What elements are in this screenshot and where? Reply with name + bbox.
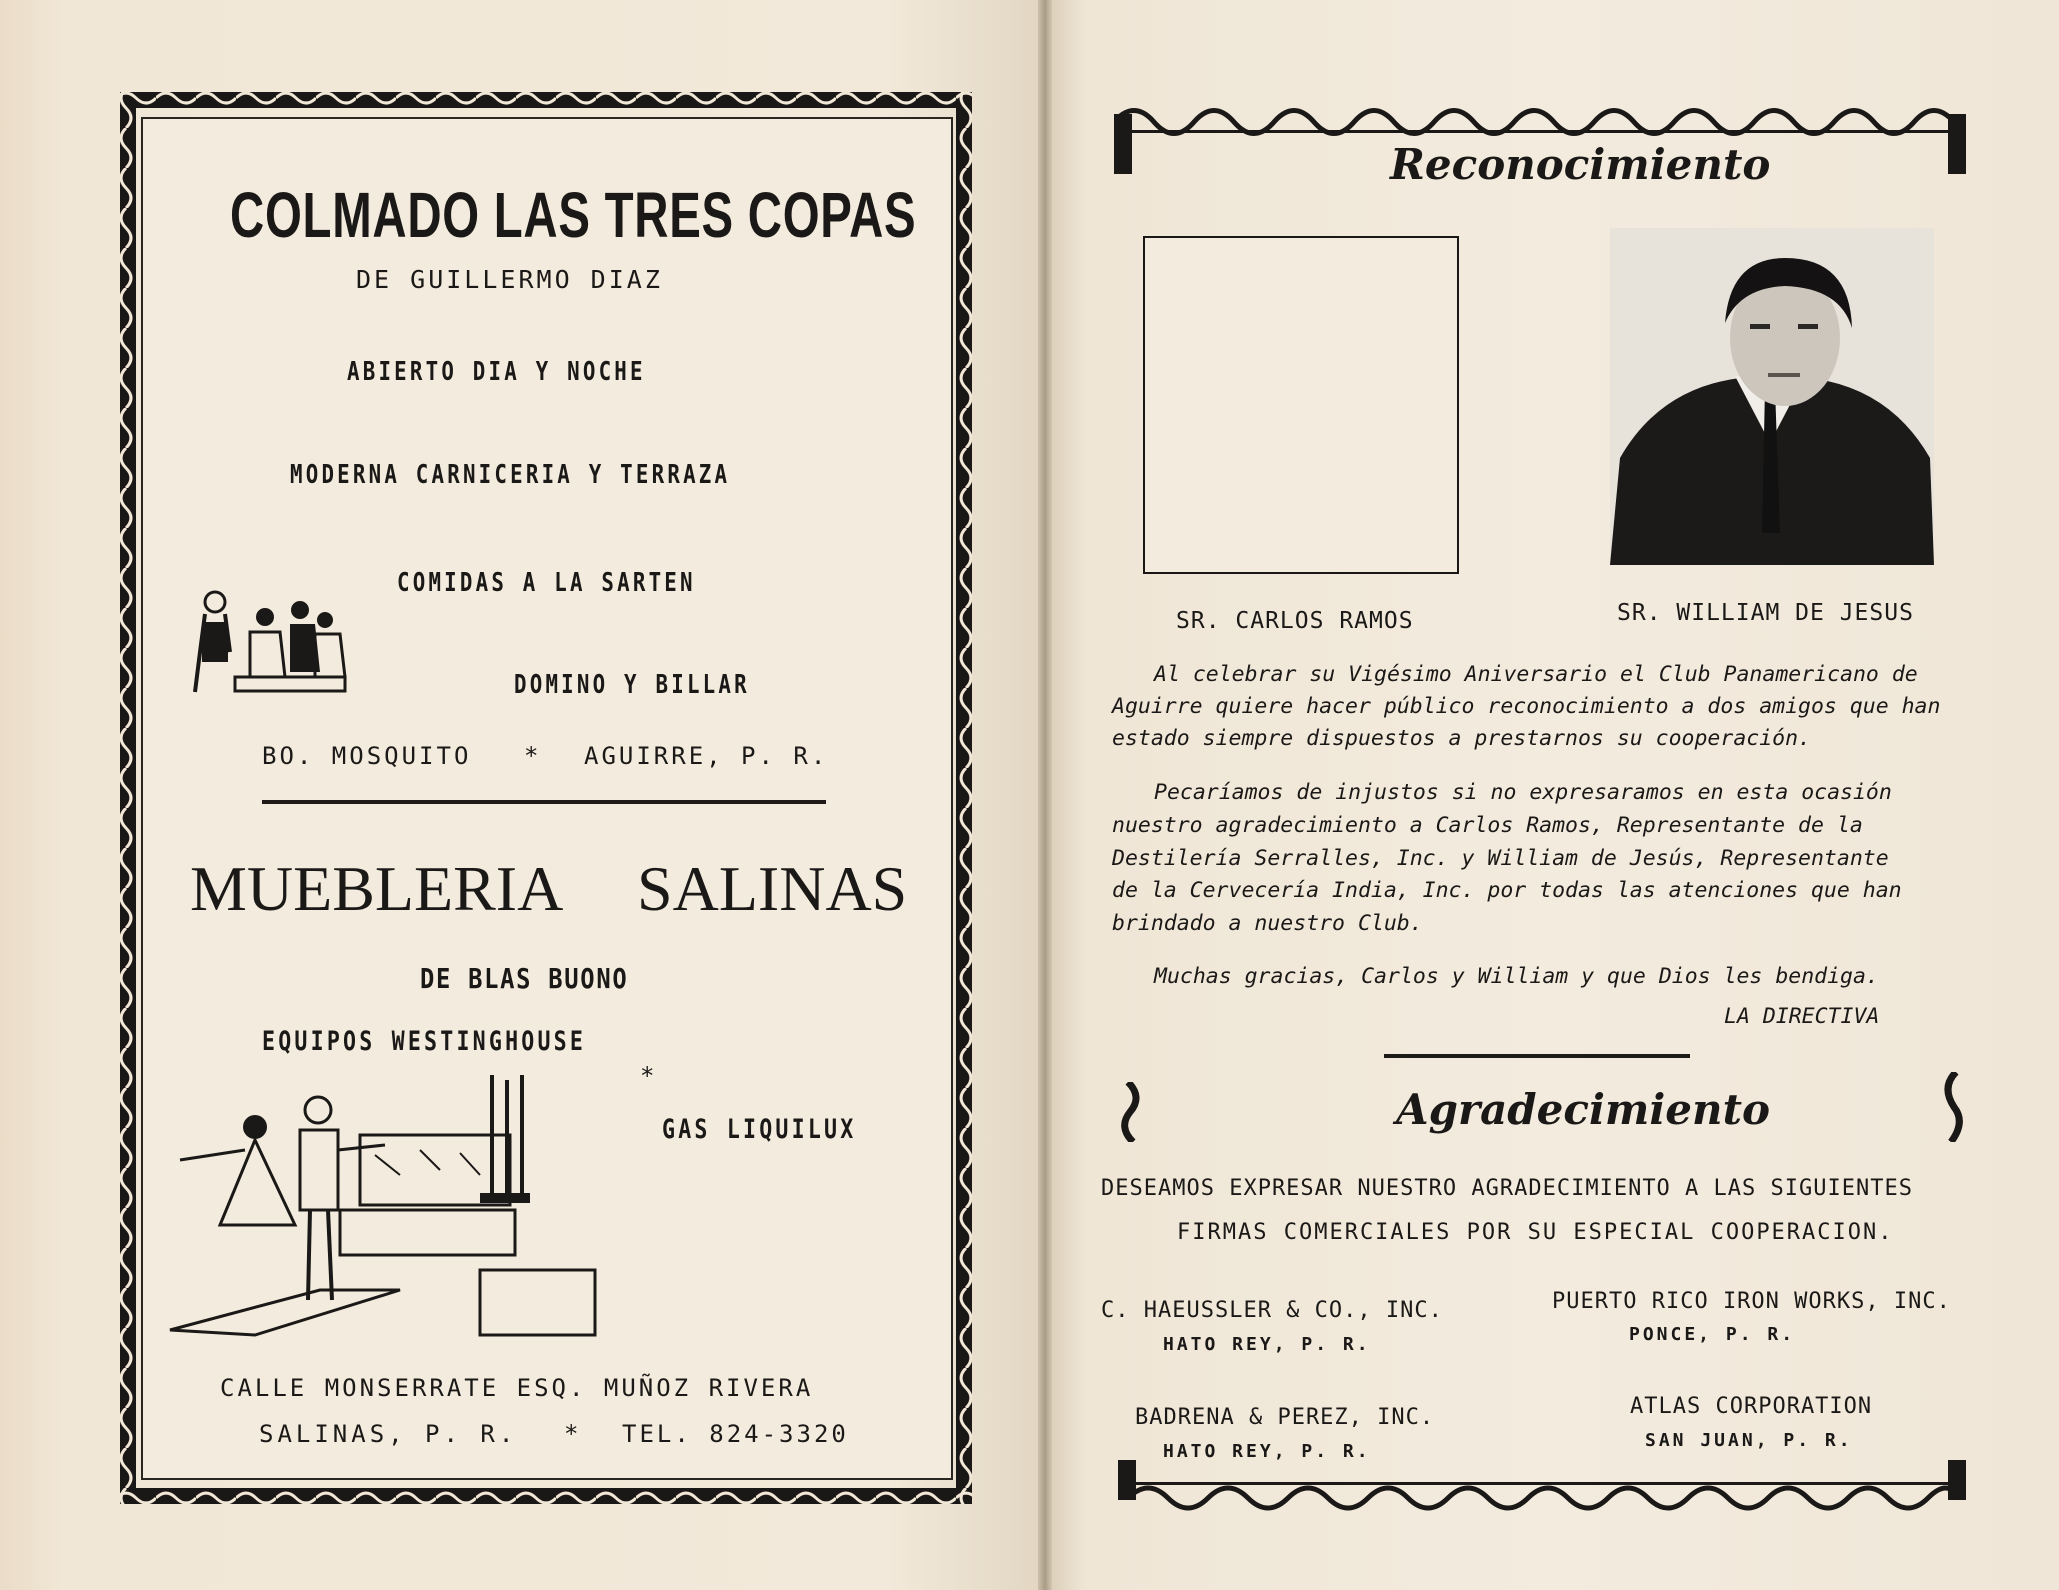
muebleria-title-left: MUEBLERIA [190, 853, 564, 924]
firm-name: ATLAS CORPORATION [1630, 1394, 1873, 1419]
paragraph-1-line-2: Aguirre quiere hacer público reconocimiento a dos amigos que han [1112, 694, 1941, 719]
muebleria-owner: DE BLAS BUONO [420, 962, 629, 995]
colmado-services: MODERNA CARNICERIA Y TERRAZA [290, 460, 731, 490]
firm-city: SAN JUAN, P. R. [1645, 1430, 1853, 1451]
firm-name: BADRENA & PEREZ, INC. [1135, 1405, 1435, 1430]
colmado-address-left: BO. MOSQUITO [262, 742, 472, 770]
colmado-hours: ABIERTO DIA Y NOCHE [347, 357, 646, 387]
kitchen-scene-illustration [190, 582, 350, 702]
agradecimiento-heading: Agradecimiento [1396, 1085, 1770, 1134]
agradecimiento-intro-line-1: DESEAMOS EXPRESAR NUESTRO AGRADECIMIENTO A LAS SIGUIENTES [1101, 1176, 1913, 1201]
paragraph-2-line-3: Destilería Serralles, Inc. y William de Jesús, Representante [1112, 846, 1889, 871]
muebleria-equipment: EQUIPOS WESTINGHOUSE [262, 1026, 587, 1057]
divider-line [262, 800, 826, 804]
agradecimiento-intro-line-2: FIRMAS COMERCIALES POR SU ESPECIAL COOPERACION. [1177, 1220, 1894, 1245]
section-divider [1384, 1054, 1690, 1058]
firm-city: HATO REY, P. R. [1163, 1441, 1371, 1462]
paragraph-2-line-4: de la Cervecería India, Inc. por todas las atenciones que han [1112, 878, 1902, 903]
muebleria-address-street: CALLE MONSERRATE ESQ. MUÑOZ RIVERA [220, 1374, 814, 1402]
muebleria-address-city: SALINAS, P. R. [259, 1420, 518, 1448]
colmado-food: COMIDAS A LA SARTEN [397, 568, 696, 598]
firm-name: C. HAEUSSLER & CO., INC. [1101, 1298, 1443, 1323]
book-gutter [1038, 0, 1052, 1590]
colmado-games: DOMINO Y BILLAR [514, 670, 750, 700]
colmado-address-separator: * [524, 742, 539, 770]
scroll-ornament-left-icon [1118, 1082, 1148, 1142]
muebleria-star: * [640, 1062, 655, 1090]
bottom-ornament-border [1118, 1460, 1966, 1516]
paragraph-1-line-1: Al celebrar su Vigésimo Aniversario el Club Panamericano de [1154, 662, 1918, 687]
paragraph-2-line-5: brindado a nuestro Club. [1112, 911, 1423, 936]
colmado-owner: DE GUILLERMO DIAZ [356, 265, 663, 294]
firm-city: HATO REY, P. R. [1163, 1334, 1371, 1355]
firm-name: PUERTO RICO IRON WORKS, INC. [1552, 1289, 1951, 1314]
reconocimiento-heading: Reconocimiento [1390, 140, 1771, 189]
paragraph-3: Muchas gracias, Carlos y William y que Dios les bendiga. [1154, 964, 1879, 989]
colmado-address-right: AGUIRRE, P. R. [584, 742, 829, 770]
caption-william-de-jesus: SR. WILLIAM DE JESUS [1617, 600, 1914, 626]
paragraph-1-line-3: estado siempre dispuestos a prestarnos su cooperación. [1112, 726, 1811, 751]
caption-carlos-ramos: SR. CARLOS RAMOS [1176, 608, 1414, 634]
muebleria-gas: GAS LIQUILUX [662, 1114, 857, 1145]
portrait-photo-william-de-jesus [1610, 228, 1934, 565]
muebleria-phone: TEL. 824-3320 [622, 1420, 849, 1448]
firm-city: PONCE, P. R. [1629, 1324, 1796, 1345]
paragraph-2-line-1: Pecaríamos de injustos si no expresaramos en esta ocasión [1154, 780, 1892, 805]
photo-frame-carlos-ramos [1143, 236, 1459, 574]
scroll-ornament-right-icon [1936, 1072, 1966, 1142]
paragraph-2-line-2: nuestro agradecimiento a Carlos Ramos, Representante de la [1112, 813, 1863, 838]
muebleria-address-separator: * [564, 1420, 579, 1448]
colmado-title: COLMADO LAS TRES COPAS [230, 179, 917, 251]
furniture-couple-illustration [160, 1075, 610, 1345]
muebleria-title-right: SALINAS [637, 853, 908, 924]
signature-la-directiva: LA DIRECTIVA [1724, 1004, 1880, 1029]
